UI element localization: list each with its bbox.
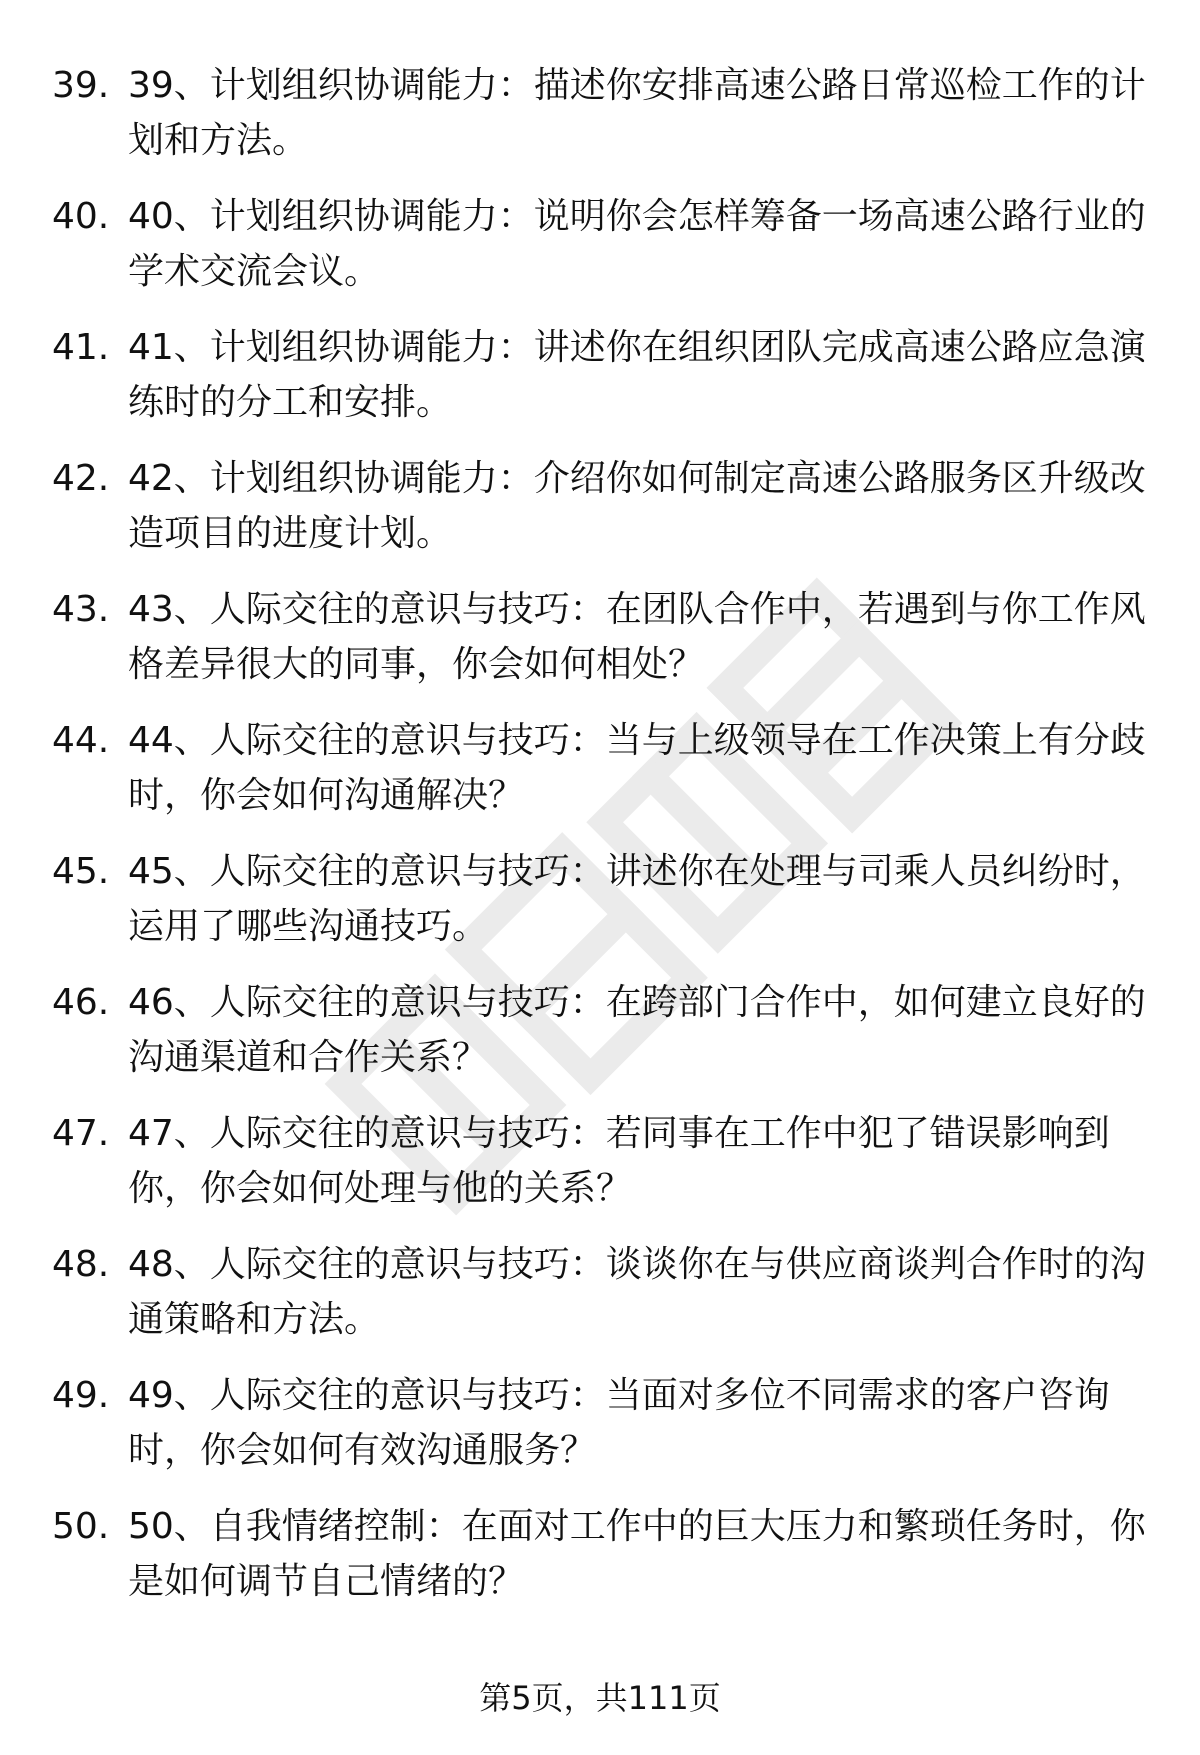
list-item	[0, 975, 1200, 1106]
question-list	[0, 58, 1200, 1630]
question-number: 44.	[52, 720, 110, 761]
question-text: 45、人际交往的意识与技巧：讲述你在处理与司乘人员纠纷时，运用了哪些沟通技巧。	[128, 851, 1146, 947]
question-text: 41、计划组织协调能力：讲述你在组织团队完成高速公路应急演练时的分工和安排。	[128, 327, 1146, 423]
question-number: 49.	[52, 1375, 110, 1416]
list-item	[0, 582, 1200, 713]
question-number: 46.	[52, 982, 110, 1023]
list-item	[0, 1106, 1200, 1237]
question-number: 50.	[52, 1506, 110, 1547]
question-text: 46、人际交往的意识与技巧：在跨部门合作中，如何建立良好的沟通渠道和合作关系？	[128, 982, 1146, 1078]
list-item	[0, 1237, 1200, 1368]
list-item	[0, 844, 1200, 975]
question-number: 43.	[52, 589, 110, 630]
list-item	[0, 1368, 1200, 1499]
list-item	[0, 58, 1200, 189]
question-text: 43、人际交往的意识与技巧：在团队合作中，若遇到与你工作风格差异很大的同事，你会如何相处？	[128, 589, 1146, 685]
question-number: 45.	[52, 851, 110, 892]
list-item	[0, 320, 1200, 451]
question-text: 48、人际交往的意识与技巧：谈谈你在与供应商谈判合作时的沟通策略和方法。	[128, 1244, 1146, 1340]
question-number: 48.	[52, 1244, 110, 1285]
question-text: 40、计划组织协调能力：说明你会怎样筹备一场高速公路行业的学术交流会议。	[128, 196, 1146, 292]
question-text: 49、人际交往的意识与技巧：当面对多位不同需求的客户咨询时，你会如何有效沟通服务？	[128, 1375, 1110, 1471]
question-number: 42.	[52, 458, 110, 499]
page-number-footer: 第5页，共111页	[479, 1679, 721, 1717]
list-item	[0, 451, 1200, 582]
question-number: 39.	[52, 65, 110, 106]
question-text: 39、计划组织协调能力：描述你安排高速公路日常巡检工作的计划和方法。	[128, 65, 1146, 161]
list-item	[0, 713, 1200, 844]
question-number: 41.	[52, 327, 110, 368]
question-text: 44、人际交往的意识与技巧：当与上级领导在工作决策上有分歧时，你会如何沟通解决？	[128, 720, 1146, 816]
question-number: 47.	[52, 1113, 110, 1154]
list-item	[0, 1499, 1200, 1630]
question-text: 47、人际交往的意识与技巧：若同事在工作中犯了错误影响到你，你会如何处理与他的关系？	[128, 1113, 1110, 1209]
question-text: 42、计划组织协调能力：介绍你如何制定高速公路服务区升级改造项目的进度计划。	[128, 458, 1146, 554]
question-number: 40.	[52, 196, 110, 237]
question-text: 50、自我情绪控制：在面对工作中的巨大压力和繁琐任务时，你是如何调节自己情绪的？	[128, 1506, 1146, 1602]
list-item	[0, 189, 1200, 320]
